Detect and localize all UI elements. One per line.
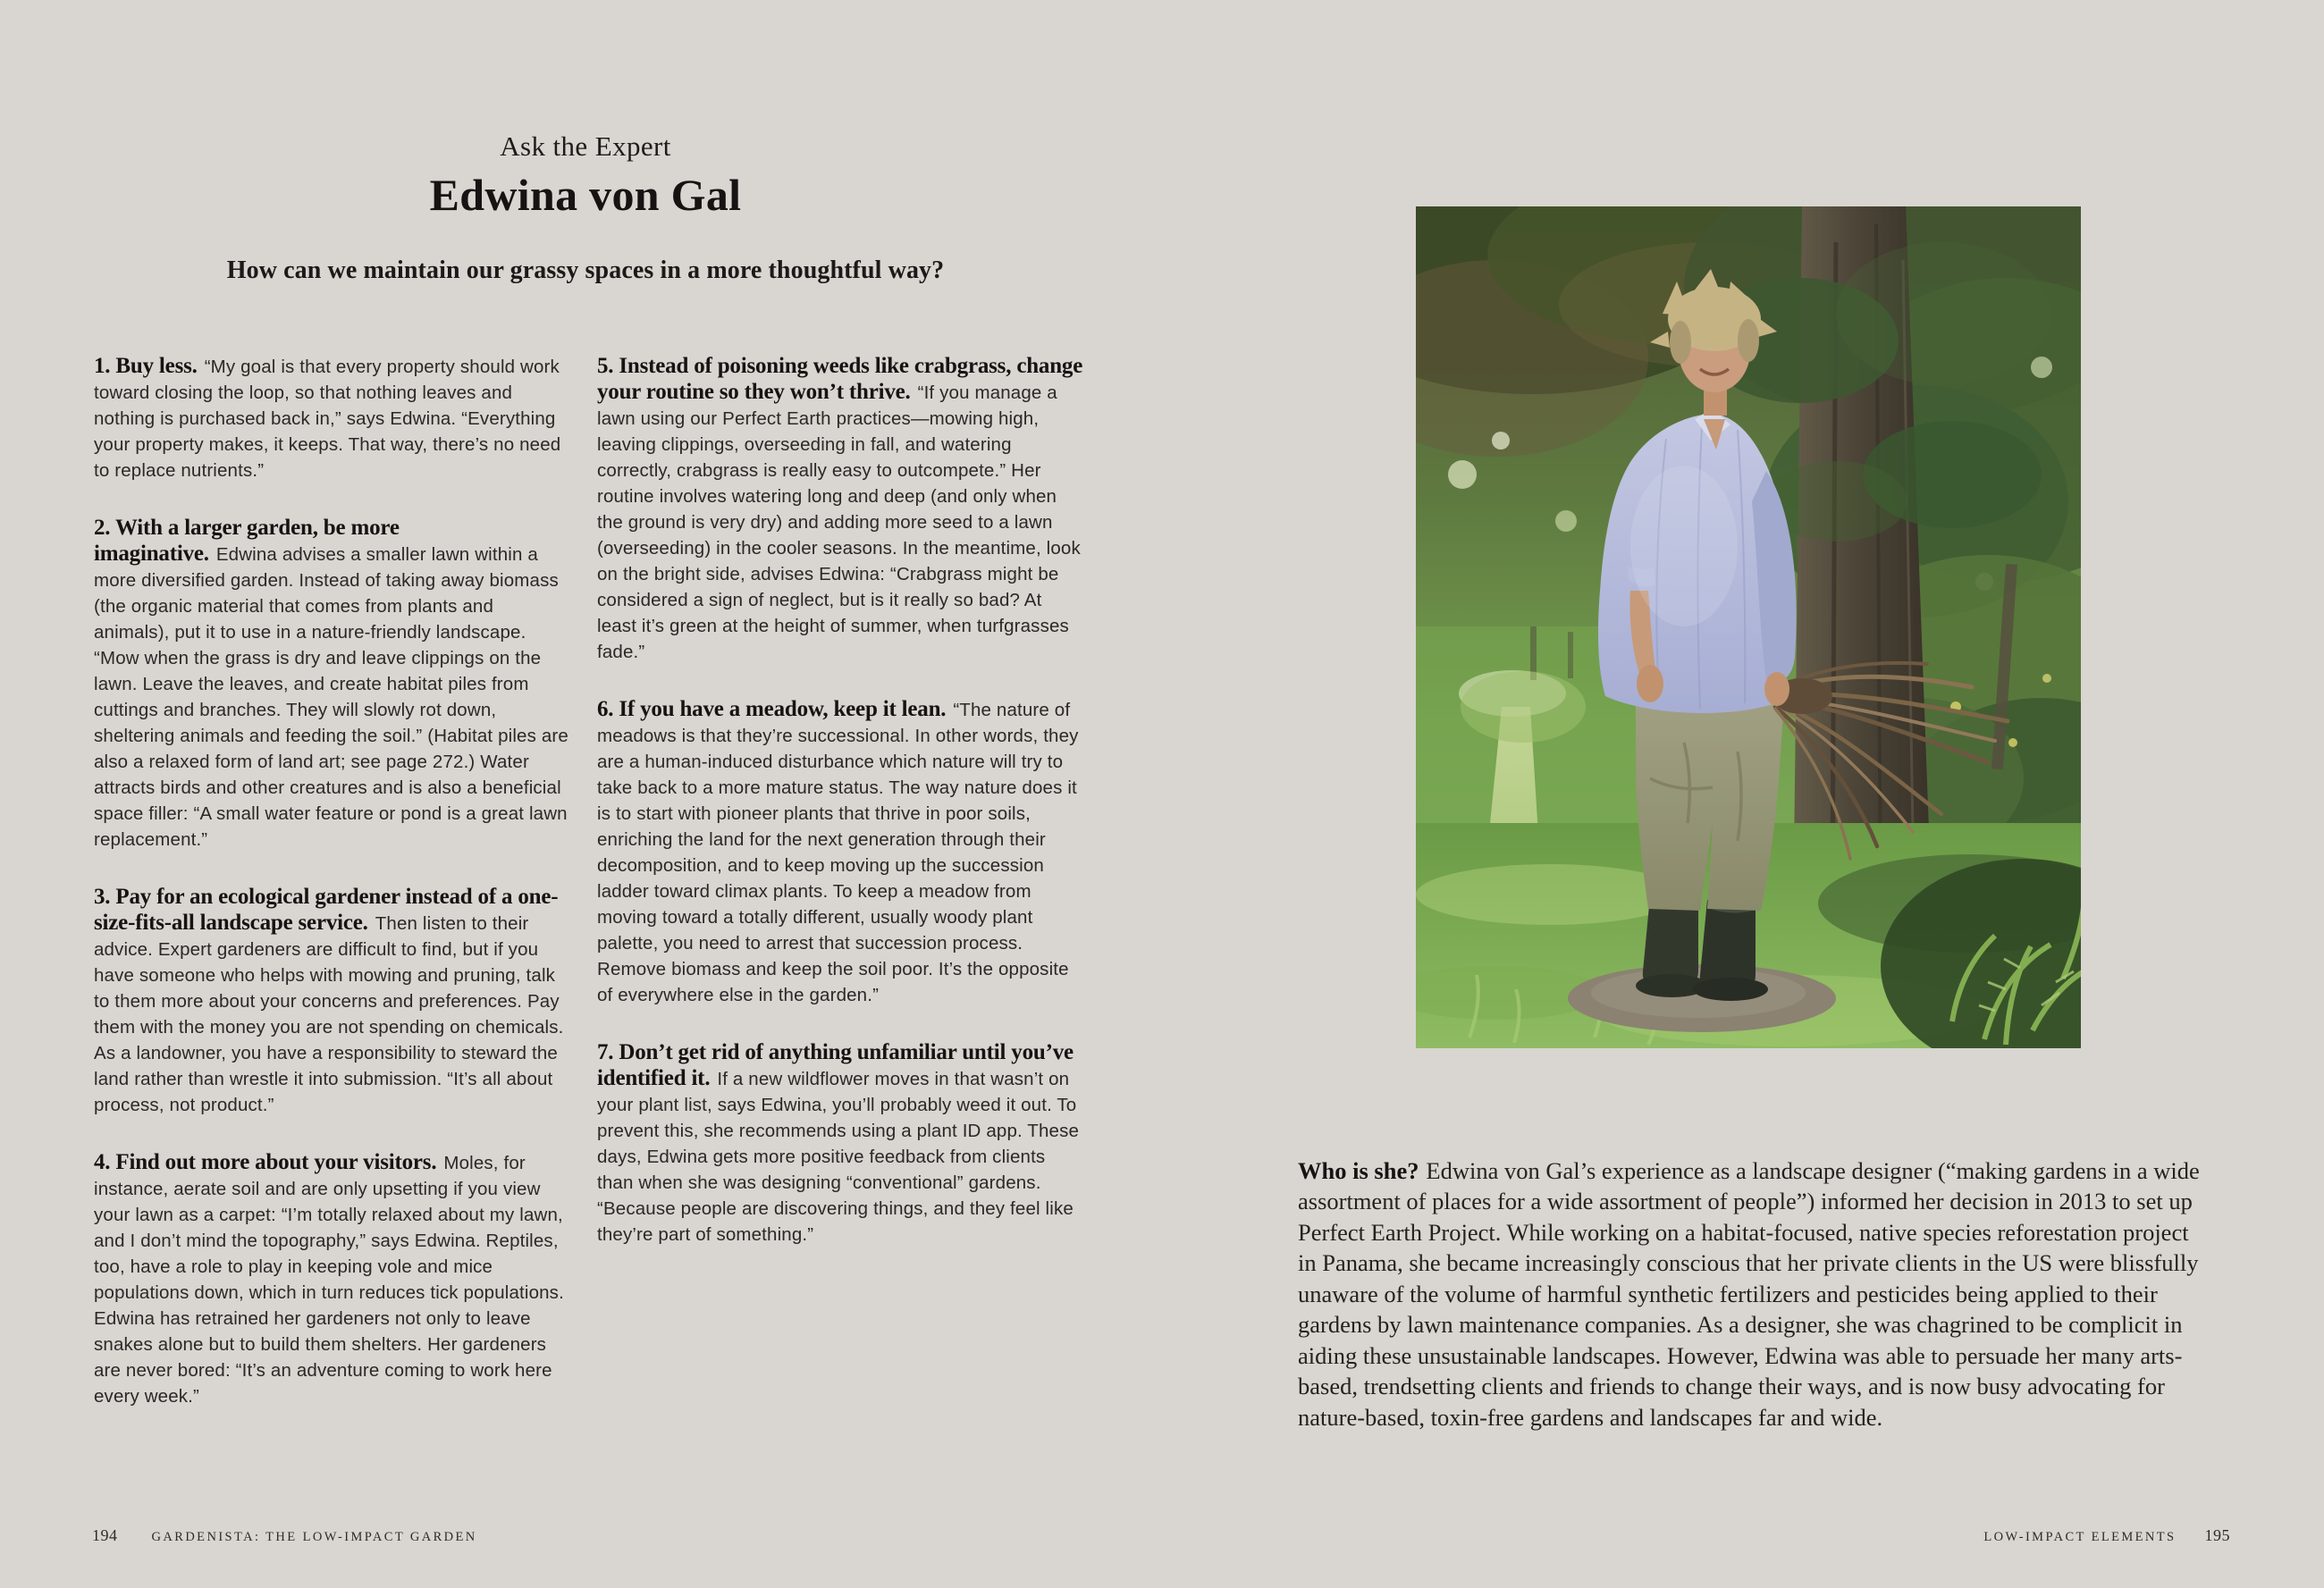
running-head-right: LOW-IMPACT ELEMENTS bbox=[1983, 1530, 2177, 1544]
tips-column-right bbox=[597, 354, 1085, 1280]
kicker: Ask the Expert bbox=[500, 130, 671, 162]
tip-body: Moles, for instance, aerate soil and are only upsetting if you view your lawn as a carpet: “I’m totally relaxed about my lawn, and I don’t mind the topography,” says Edwina. Reptiles, too, have a role to play in keeping vole and mice populations down, which in turn reduces tick populations. Edwina has retrained her gardeners not only to leave snakes alone but to build them shelters. Her gardeners are never bored: “It’s an adventure coming to work here every week.” bbox=[94, 1153, 564, 1407]
question-subtitle: How can we maintain our grassy spaces in a more thoughtful way? bbox=[226, 256, 945, 284]
tip-item bbox=[597, 354, 1085, 665]
footer-right bbox=[1983, 1526, 2230, 1545]
tips-column-left bbox=[94, 354, 573, 1441]
tip-body: Edwina advises a smaller lawn within a more diversified garden. Instead of taking away biomass (the organic material that comes from plants and animals), put it to use in a nature-friendly landscape. “Mow when the grass is dry and leave clippings on the lawn. Leave the leaves, and create habitat piles from cuttings and branches. They will slowly rot down, sheltering animals and feeding the soil.” (Habitat piles are also a relaxed form of land art; see page 272.) Water attracts birds and other creatures and is also a beneficial space filler: “A small water feature or pond is a great lawn replacement.” bbox=[94, 544, 568, 850]
garden-photo-illustration bbox=[1416, 206, 2081, 1048]
tip-lead: 2. With a larger garden, be more imaginative. bbox=[94, 516, 400, 566]
tip-body: “The nature of meadows is that they’re successional. In other words, they are a human-induced disturbance which nature will try to take back to a more mature status. The way nature does it is to start with pioneer plants that thrive in poor soils, enriching the land for the next generation through their decomposition, and to keep moving up the succession ladder toward climax plants. To keep a meadow from moving toward a totally different, usually woody plant palette, you need to arrest that succession process. Remove biomass and keep the soil poor. It’s the opposite of everywhere else in the garden.” bbox=[597, 700, 1079, 1005]
who-is-she-body: Edwina von Gal’s experience as a landscape designer (“making gardens in a wide assortment of places for a wide assortment of people”) informed her decision in 2013 to set up Perfect Earth Project. While working on a habitat-focused, native species reforestation project in Panama, she became increasingly conscious that her private clients in the US were blissfully unaware of the volume of harmful synthetic fertilizers and pesticides being applied to their gardens by lawn maintenance companies. As a designer, she was chagrined to be complicit in aiding these unsustainable landscapes. However, Edwina was able to persuade her many arts-based, trendsetting clients and friends to change their ways, and is now busy advocating for nature-based, toxin-free gardens and landscapes far and wide. bbox=[1298, 1156, 2200, 1431]
pants bbox=[1636, 696, 1784, 911]
tip-lead: 7. Don’t get rid of anything unfamiliar until you’ve identified it. bbox=[597, 1040, 1074, 1090]
tip-item bbox=[94, 1150, 573, 1409]
tip-item bbox=[597, 1040, 1085, 1248]
tip-item bbox=[94, 516, 573, 853]
tip-item bbox=[597, 697, 1085, 1008]
who-is-she-paragraph bbox=[1298, 1155, 2206, 1433]
tip-body: If a new wildflower moves in that wasn’t on your plant list, says Edwina, you’ll probably weed it out. To prevent this, she recommends using a plant ID app. These days, Edwina gets more positive feedback from clients than when she was designing “conventional” gardens. “Because people are discovering things, and they feel like they’re part of something.” bbox=[597, 1069, 1080, 1245]
article-header bbox=[94, 130, 1077, 286]
tip-body: Then listen to their advice. Expert gardeners are difficult to find, but if you have someone who helps with mowing and pruning, talk to them more about your concerns and preferences. Pay them with the money you are not spending on chemicals. As a landowner, you have a responsibility to steward the land rather than wrestle it into submission. “It’s all about process, not product.” bbox=[94, 913, 564, 1115]
footer-left bbox=[92, 1526, 477, 1545]
who-is-she-lead: Who is she? bbox=[1298, 1156, 1419, 1184]
tip-lead: 4. Find out more about your visitors. bbox=[94, 1150, 437, 1174]
tip-body: “My goal is that every property should work toward closing the loop, so that nothing leaves and nothing is purchased back in,” says Edwina. “Everything your property makes, it keeps. That way, there’s no need to replace nutrients.” bbox=[94, 357, 561, 481]
tip-item bbox=[94, 885, 573, 1118]
page-title: Edwina von Gal bbox=[429, 170, 742, 220]
tip-lead: 1. Buy less. bbox=[94, 354, 198, 378]
tip-item bbox=[94, 354, 573, 483]
tip-body: “If you manage a lawn using our Perfect Earth practices—mowing high, leaving clippings, overseeding in fall, and watering correctly, crabgrass is really easy to outcompete.” Her routine involves watering long and deep (and only when the ground is very dry) and adding more seed to a lawn (overseeding) in the cooler seasons. In the meantime, look on the bright side, advises Edwina: “Crabgrass might be considered a sign of neglect, but is it really so bad? At least it’s green at the height of summer, when turfgrasses fade.” bbox=[597, 382, 1081, 662]
running-head-left: GARDENISTA: THE LOW-IMPACT GARDEN bbox=[151, 1530, 477, 1544]
tip-lead: 3. Pay for an ecological gardener instead of a one-size-fits-all landscape service. bbox=[94, 885, 559, 935]
tip-lead: 5. Instead of poisoning weeds like crabgrass, change your routine so they won’t thrive. bbox=[597, 354, 1083, 404]
edwina-portrait-photo bbox=[1416, 206, 2081, 1048]
tip-lead: 6. If you have a meadow, keep it lean. bbox=[597, 697, 947, 721]
page-number-right: 195 bbox=[2204, 1526, 2230, 1544]
page-number-left: 194 bbox=[92, 1526, 118, 1544]
